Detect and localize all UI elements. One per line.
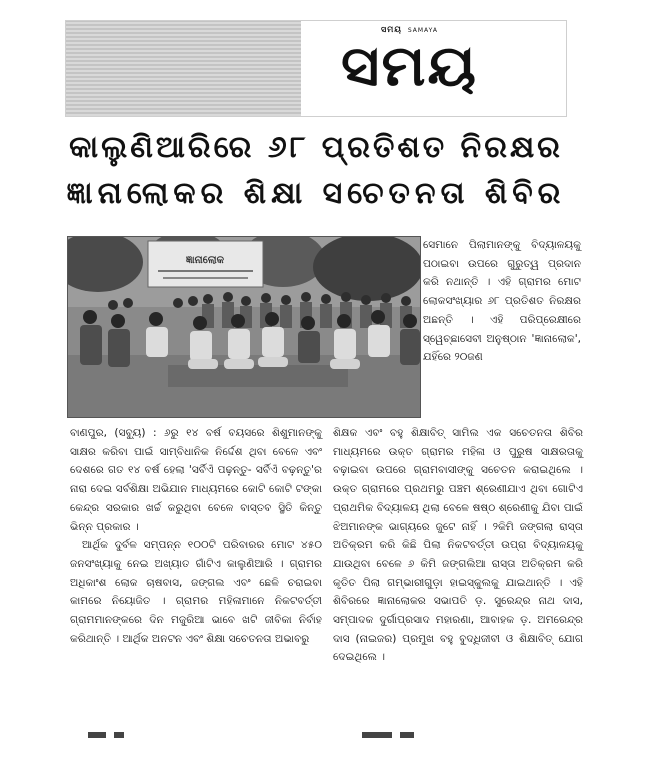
news-photo xyxy=(67,236,421,418)
newspaper-logo: ସମୟ xyxy=(341,34,479,99)
article-intro-paragraph: ସେମାନେ ପିଲାମାନଙ୍କୁ ବିଦ୍ୟାଳୟକୁ ପଠାଇବା ଉପରେ ଗୁରୁତ୍ୱ ପ୍ରଦାନ କରି ନଥାନ୍ତି । ଏହି ଗ୍ରାମର ମୋଟ ଲୋକସଂଖ୍ୟାର ୬୮ ପ୍ରତିଶତ ନିରକ୍ଷର ଅଛନ୍ତି । ଏହି ପରିପ୍ରେକ୍ଷୀରେ ସ୍ୱେଚ୍ଛାସେବୀ ଅନୁଷ୍ଠାନ 'ଜ୍ଞାନାଲୋକ', ଯହିଁରେ ୨୦ଜଣ xyxy=(423,239,581,364)
cropped-next-line xyxy=(68,732,583,740)
newspaper-brand xyxy=(341,25,531,115)
masthead-tagline-english: SAMAYA xyxy=(407,27,438,34)
article-intro-column xyxy=(423,236,581,367)
photo-banner-text: ଜ୍ଞାନାଲୋକ xyxy=(185,255,225,266)
article-paragraph-2: ଆର୍ଥିକ ଦୁର୍ବଳ ସମ୍ପନ୍ନ ୧୦୦ଟି ପରିବାରର ମୋଟ ୪୫୦ ଜନସଂଖ୍ୟାକୁ ନେଇ ଅଖ୍ୟାତ ଗାଁଟିଏ କାଲୁଣିଆରି । ଗ୍ରାମର ଅଧିକାଂଶ ଲୋକ ଚାଷବାସ, ଜଙ୍ଗଲ ଏବଂ ଛେଳି ଚରାଇବା କାମରେ ନିୟୋଜିତ । ଗ୍ରାମର ମହିଳାମାନେ ନିକଟବର୍ତ୍ତୀ ଗ୍ରାମମାନଙ୍କରେ ଦିନ ମଜୁରିଆ ଭାବେ ଖଟି ଜୀବିକା ନିର୍ବାହ କରିଥାନ୍ତି । ଆର୍ଥିକ ଅନଟନ ଏବଂ ଶିକ୍ଷା ସଚେତନତା ଅଭାବରୁ xyxy=(70,539,322,645)
headline-line-1: କାଲୁଣିଆରିରେ ୬୮ ପ୍ରତିଶତ ନିରକ୍ଷର xyxy=(69,130,563,165)
article-paragraph-1: ବାଣପୁର, (ସବ୍ୟୁ) : ୬ରୁ ୧୪ ବର୍ଷ ବୟସରେ ଶିଶୁମାନଙ୍କୁ ସାକ୍ଷର କରିବା ପାଇଁ ସାମ୍ବିଧାନିକ ନିର୍ଦ୍ଦେଶ ଥିବା ବେଳେ ଏବଂ ଦେଶରେ ଗତ ୧୪ ବର୍ଷ ହେଲା 'ସର୍ବିଏଁ ପଢ଼ନ୍ତୁ- ସର୍ବିଏଁ ବଢ଼ନ୍ତୁ'ର ନାରା ଦେଇ ସର୍ବଶିକ୍ଷା ଅଭିଯାନ ମାଧ୍ୟମରେ କୋଟି କୋଟି ଟଙ୍କା କେନ୍ଦ୍ର ସରକାର ଖର୍ଚ୍ଚ କରୁଥିବା ବେଳେ ବାସ୍ତବ ସ୍ଥିତି କିନ୍ତୁ ଭିନ୍ନ ପ୍ରକାର । xyxy=(70,427,322,533)
article-right-column xyxy=(333,424,583,667)
article-left-column xyxy=(70,424,322,648)
headline-line-2: ଜ୍ଞାନାଲୋକର ଶିକ୍ଷା ସଚେତନତା ଶିବିର xyxy=(66,176,566,211)
news-photo-image xyxy=(68,237,420,417)
article-paragraph-3: ଶିକ୍ଷକ ଏବଂ ବହୁ ଶିକ୍ଷାବିତ୍ ସାମିଲ ଏକ ସଚେତନତା ଶିବିର ମାଧ୍ୟମରେ ଉକ୍ତ ଗ୍ରାମର ମହିଳା ଓ ପୁରୁଷ ସାକ୍ଷରତାକୁ ବଢ଼ାଇବା ଉପରେ ଗ୍ରାମବାସୀଙ୍କୁ ସଚେତନ କରାଇଥିଲେ । ଉକ୍ତ ଗ୍ରାମରେ ପ୍ରଥମରୁ ପଞ୍ଚମ ଶ୍ରେଣୀଯାଏ ଥିବା ଗୋଟିଏ ପ୍ରାଥମିକ ବିଦ୍ୟାଳୟ ଥିଲା ବେଳେ ଷଷ୍ଠ ଶ୍ରେଣୀକୁ ଯିବା ପାଇଁ ଝିଅମାନଙ୍କ ଭାଗ୍ୟରେ ଜୁଟେ ନାହିଁ । ୨କିମି ଜଙ୍ଗଲା ରାସ୍ତା ଅତିକ୍ରମ କରି କିଛି ପିଲା ନିକଟବର୍ତ୍ତୀ ଉପ୍ରା ବିଦ୍ୟାଳୟକୁ ଯାଉଥିବା ବେଳେ ୬ କିମି ଜଙ୍ଗଲିଆ ରାସ୍ତା ଅତିକ୍ରମ କରି କୃତିତ ପିଲା ଗମ୍ଭାରୀଗୁଡ଼ା ହାଇସ୍କୁଲକୁ ଯାଇଥାନ୍ତି । ଏହି ଶିବିରରେ ଜ୍ଞାନାଲୋକର ସଭାପତି ଡ଼. ସୁରେନ୍ଦ୍ର ନାଥ ଦାସ, ସମ୍ପାଦକ ଦୁର୍ଗାପ୍ରସାଦ ମହାରଣା, ଆବାହକ ଡ଼. ଅମରେନ୍ଦ୍ର ଦାସ (ନାଇଜର) ପ୍ରମୁଖ ବହୁ ବୁଦ୍ଧିଜୀବୀ ଓ ଶିକ୍ଷାବିତ୍ ଯୋଗ ଦେଇଥିଲେ । xyxy=(333,427,583,664)
masthead-tagline-odia: ସମୟ xyxy=(381,25,402,34)
masthead xyxy=(65,20,567,117)
masthead-shaded-panel xyxy=(66,21,301,116)
